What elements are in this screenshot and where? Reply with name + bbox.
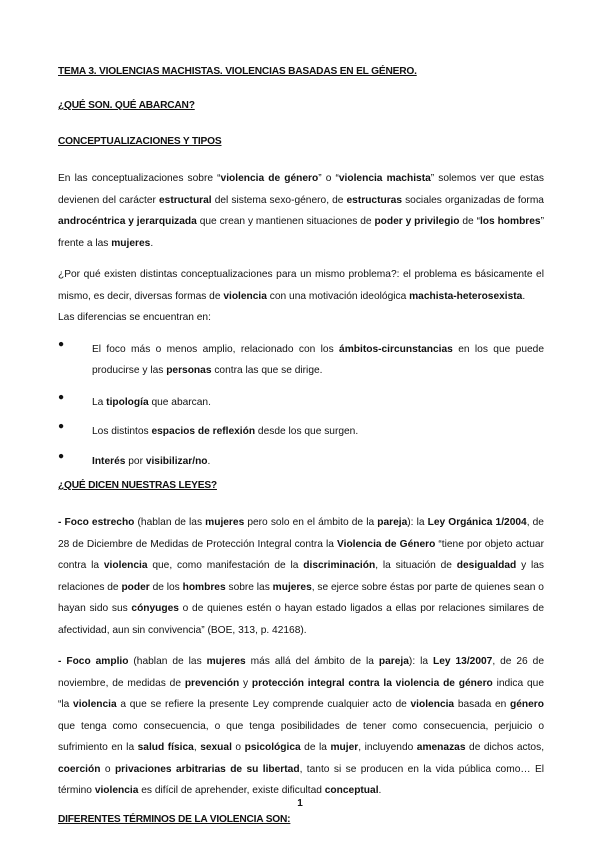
bullet-icon: ● bbox=[58, 338, 65, 350]
text-run: , de 28 de Diciembre de Medidas de Protección Integral contra la bbox=[58, 517, 544, 550]
document-title: TEMA 3. VIOLENCIAS MACHISTAS. VIOLENCIAS BASADAS EN EL GÉNERO. bbox=[58, 66, 417, 77]
text-run: , tanto si se producen en la vida pública como… El término bbox=[58, 763, 545, 796]
text-run: y las relaciones de bbox=[58, 560, 545, 593]
text-run: . bbox=[150, 237, 154, 249]
list-item-text bbox=[92, 339, 544, 382]
bold-term: violencia bbox=[410, 699, 455, 710]
bold-term: mujer bbox=[330, 742, 359, 753]
text-run: de “ bbox=[459, 216, 480, 227]
bold-term: salud física bbox=[137, 742, 194, 753]
text-run: La bbox=[92, 396, 107, 408]
bold-term: mujeres bbox=[272, 581, 312, 593]
bold-term: Interés bbox=[92, 455, 126, 467]
bold-term: sexual bbox=[200, 742, 232, 753]
text-run: Los distintos bbox=[92, 426, 152, 437]
bold-term: poder y privilegio bbox=[374, 216, 460, 227]
bullet-icon: ● bbox=[58, 421, 65, 432]
bold-term: - Foco amplio bbox=[58, 656, 129, 667]
bold-term: mujeres bbox=[205, 517, 245, 528]
text-run: ): la bbox=[408, 656, 433, 667]
heading-que-son: ¿QUÉ SON. QUÉ ABARCAN? bbox=[58, 100, 195, 111]
text-run: ¿Por qué existen distintas conceptualizaciones para un mismo problema?: el problema es básicamente el mismo, es decir, diversas formas de bbox=[58, 269, 544, 302]
text-run: o bbox=[231, 742, 245, 753]
bold-term: violencia machista bbox=[338, 173, 431, 184]
bold-term: tipología bbox=[106, 396, 149, 408]
text-run: sobre las bbox=[225, 581, 273, 593]
text-run: en los que puede producirse y las bbox=[92, 343, 544, 376]
bold-term: protección integral contra la violencia de género bbox=[251, 677, 493, 689]
bold-term: conceptual bbox=[324, 785, 379, 796]
text-run: , incluyendo bbox=[358, 742, 417, 753]
paragraph-foco-amplio bbox=[58, 651, 544, 802]
bold-term: desigualdad bbox=[456, 560, 517, 571]
paragraph-conceptualizaciones bbox=[58, 168, 544, 254]
list-item bbox=[58, 392, 544, 414]
text-run: . bbox=[378, 785, 382, 796]
paragraph-diferencias-intro: Las diferencias se encuentran en: bbox=[58, 312, 211, 323]
text-run: En las conceptualizaciones sobre “ bbox=[58, 173, 221, 184]
text-run: de la bbox=[300, 742, 331, 753]
text-run: con una motivación ideológica bbox=[266, 290, 410, 302]
bold-term: violencia bbox=[103, 560, 148, 571]
bold-term: - Foco estrecho bbox=[58, 517, 135, 528]
list-item-text bbox=[92, 392, 544, 414]
bold-term: pareja bbox=[377, 517, 408, 528]
bold-term: espacios de reflexión bbox=[151, 426, 256, 437]
bold-term: Ley 13/2007 bbox=[432, 656, 493, 667]
bold-term: androcéntrica y jerarquizada bbox=[58, 216, 197, 227]
bold-term: hombres bbox=[182, 581, 226, 593]
bold-term: cónyuges bbox=[131, 603, 179, 614]
text-run: , se ejerce sobre éstas por parte de quienes sean o hayan sido sus bbox=[58, 581, 544, 614]
text-run: de dichos actos, bbox=[465, 742, 545, 753]
text-run: que tenga como consecuencia, o que tenga posibilidades de tener como consecuencia, perjuicio o sufrimiento en la bbox=[58, 720, 544, 753]
heading-terminos: DIFERENTES TÉRMINOS DE LA VIOLENCIA SON: bbox=[58, 813, 291, 825]
text-run: ): la bbox=[407, 517, 428, 528]
bold-term: estructural bbox=[158, 194, 212, 206]
bold-term: amenazas bbox=[416, 742, 466, 753]
text-run: basada en bbox=[454, 699, 511, 710]
bold-term: violencia bbox=[94, 785, 139, 796]
bold-term: discriminación bbox=[303, 560, 376, 571]
text-run: o bbox=[100, 763, 115, 775]
text-run: (hablan de las bbox=[134, 517, 206, 528]
bold-term: violencia de género bbox=[220, 173, 319, 184]
bold-term: género bbox=[510, 699, 544, 710]
text-run: a que se refiere la presente Ley comprende cualquier acto de bbox=[116, 699, 411, 710]
text-run: por bbox=[125, 455, 146, 467]
text-run: del sistema sexo-género, de bbox=[211, 194, 347, 206]
text-run: o de quienes estén o hayan estado ligados a ellas por relaciones similares de afectividad, aun sin convivencia” (BOE, 313, p. 42168). bbox=[58, 603, 544, 636]
text-run: , la situación de bbox=[375, 560, 457, 571]
heading-leyes: ¿QUÉ DICEN NUESTRAS LEYES? bbox=[58, 480, 217, 491]
bold-term: mujeres bbox=[206, 656, 246, 667]
list-item-text bbox=[92, 421, 544, 443]
bold-term: Violencia de Género bbox=[337, 538, 436, 550]
text-run: desde los que surgen. bbox=[255, 426, 359, 437]
text-run: de los bbox=[149, 581, 183, 593]
text-run: sociales organizadas de forma bbox=[402, 194, 544, 206]
text-run: que abarcan. bbox=[148, 396, 211, 408]
text-run: que crean y mantienen situaciones de bbox=[196, 216, 375, 227]
bold-term: violencia bbox=[223, 290, 267, 302]
text-run: . bbox=[522, 290, 526, 302]
page-number: 1 bbox=[297, 798, 303, 809]
text-run: más allá del ámbito de la bbox=[245, 656, 379, 667]
paragraph-foco-estrecho bbox=[58, 512, 544, 641]
text-run: El foco más o menos amplio, relacionado con los bbox=[92, 343, 340, 355]
bold-term: visibilizar/no bbox=[145, 455, 208, 467]
text-run: es difícil de aprehender, existe dificultad bbox=[138, 785, 325, 796]
heading-conceptualizaciones: CONCEPTUALIZACIONES Y TIPOS bbox=[58, 136, 222, 147]
bold-term: Ley Orgánica 1/2004 bbox=[427, 517, 527, 528]
text-run: y bbox=[239, 677, 252, 689]
text-run: , de 26 de noviembre, de medidas de bbox=[58, 656, 545, 689]
bold-term: ámbitos-circunstancias bbox=[339, 343, 453, 355]
bold-term: pareja bbox=[378, 656, 409, 667]
text-run: indica que “la bbox=[58, 677, 545, 710]
bullet-icon: ● bbox=[58, 450, 65, 462]
bold-term: poder bbox=[121, 581, 150, 593]
text-run: (hablan de las bbox=[128, 656, 207, 667]
bold-term: privaciones arbitrarias de su libertad bbox=[114, 763, 300, 775]
bold-term: los hombres bbox=[479, 216, 541, 227]
text-run: ” frente a las bbox=[58, 216, 544, 249]
text-run: que, como manifestación de la bbox=[147, 560, 304, 571]
text-run: ” solemos ver que estas devienen del carácter bbox=[58, 173, 544, 206]
paragraph-por-que bbox=[58, 264, 544, 307]
text-run: , bbox=[193, 742, 201, 753]
bullet-icon: ● bbox=[58, 391, 65, 403]
list-item bbox=[58, 451, 544, 473]
bold-term: machista-heterosexista bbox=[409, 290, 523, 302]
text-run: ” o “ bbox=[318, 173, 339, 184]
list-item-text bbox=[92, 451, 544, 473]
text-run: contra las que se dirige. bbox=[211, 365, 323, 376]
bold-term: psicológica bbox=[244, 742, 301, 753]
text-run: pero solo en el ámbito de la bbox=[244, 517, 378, 528]
bold-term: personas bbox=[166, 365, 212, 376]
list-item bbox=[58, 339, 544, 382]
bold-term: coerción bbox=[58, 763, 101, 775]
text-run: . bbox=[207, 455, 211, 467]
bold-term: violencia bbox=[73, 699, 117, 710]
list-item bbox=[58, 421, 544, 443]
text-run: “tiene por objeto actuar contra la bbox=[58, 538, 544, 571]
bold-term: mujeres bbox=[111, 237, 151, 249]
bold-term: estructuras bbox=[346, 194, 402, 206]
bold-term: prevención bbox=[184, 677, 240, 689]
